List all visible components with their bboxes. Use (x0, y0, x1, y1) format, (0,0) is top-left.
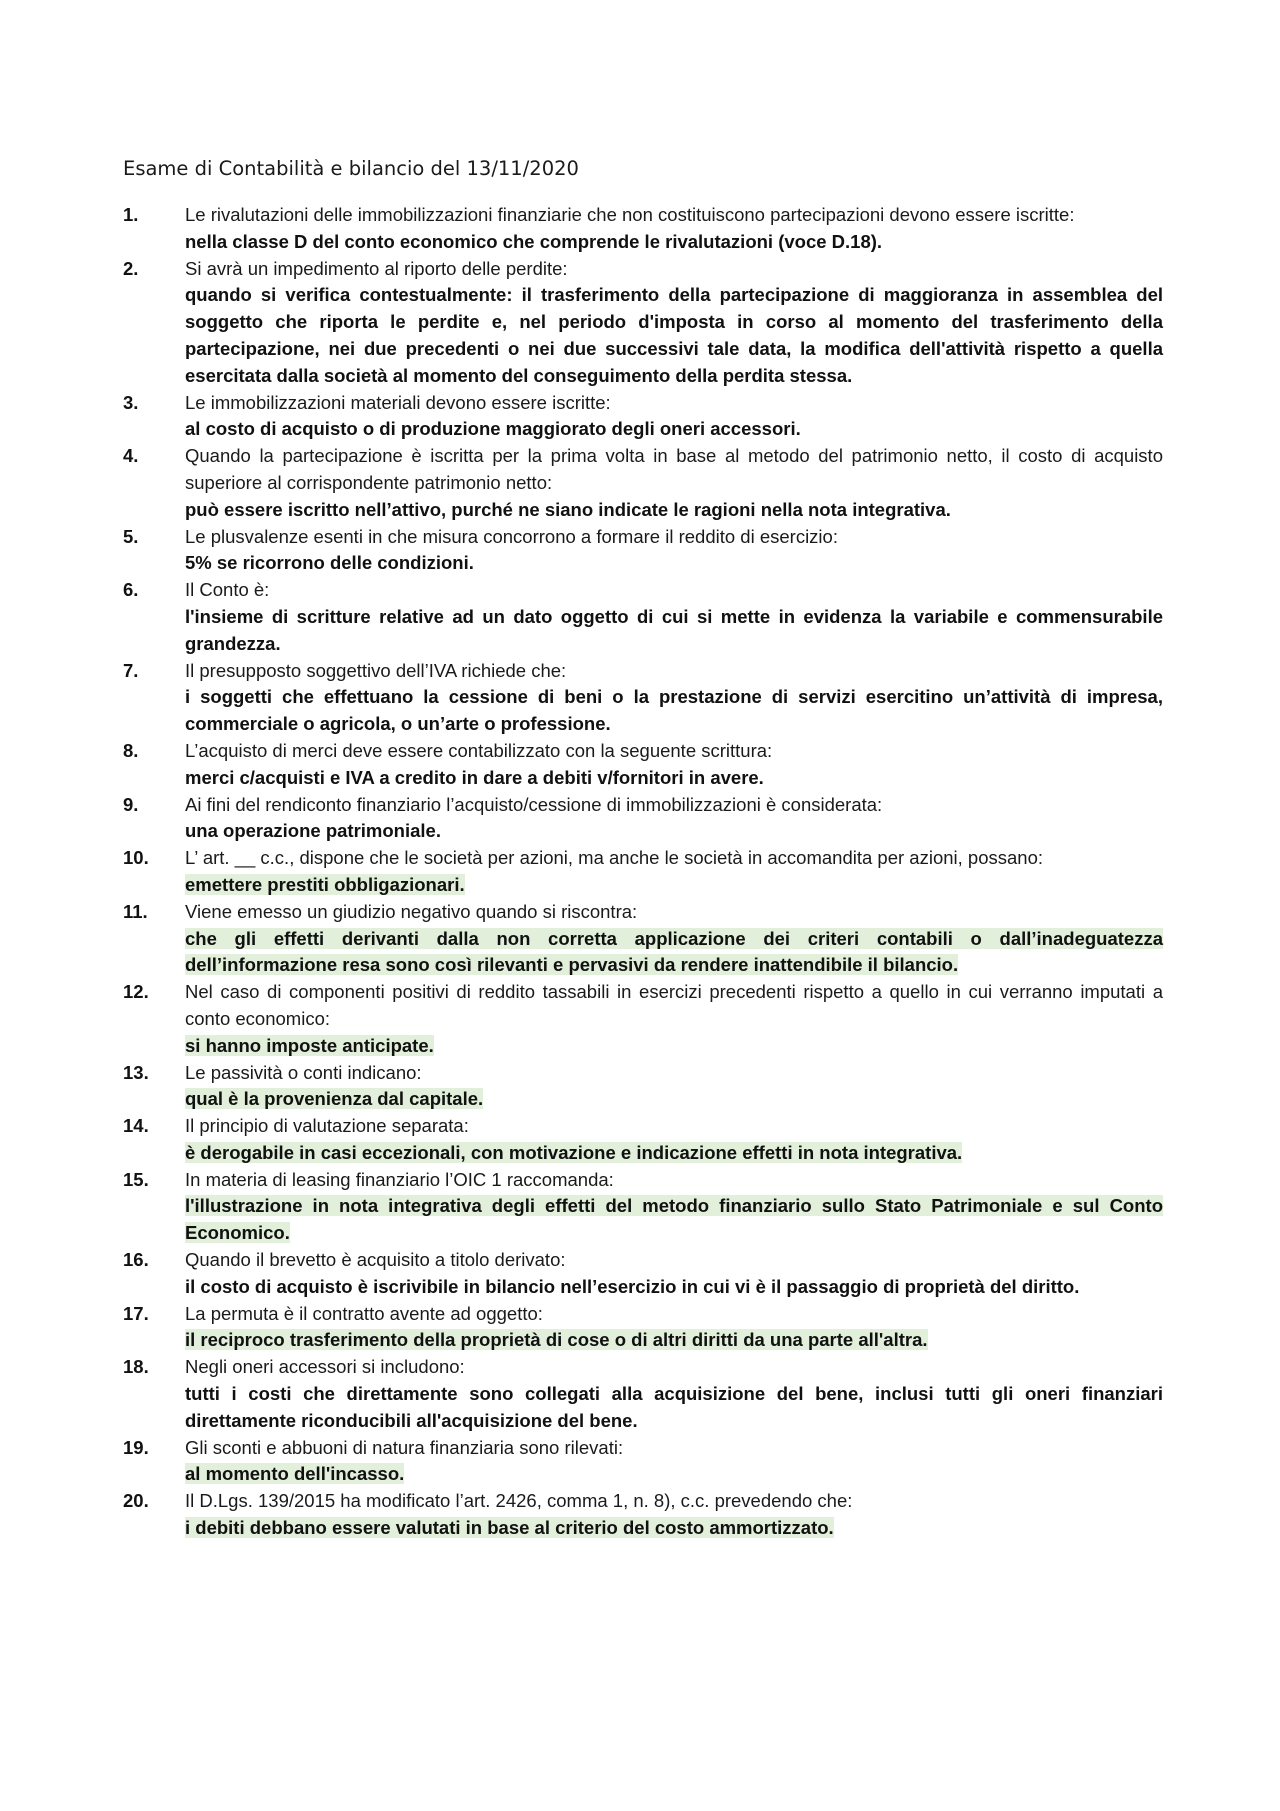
question-body (185, 256, 1163, 390)
answer-text (185, 1140, 1163, 1167)
question-number: 7. (123, 659, 139, 681)
question-body (185, 1113, 1163, 1167)
question-text: L’acquisto di merci deve essere contabilizzato con la seguente scrittura: (185, 739, 773, 761)
question-item (123, 1113, 1163, 1167)
question-item (123, 1247, 1163, 1301)
question-item (123, 1167, 1163, 1247)
question-item (123, 202, 1163, 256)
answer-text (185, 765, 1163, 792)
question-text: Negli oneri accessori si includono: (185, 1356, 465, 1378)
question-number: 3. (123, 391, 139, 413)
question-number: 11. (123, 900, 148, 922)
question-body (185, 792, 1163, 846)
answer-highlighted: si hanno imposte anticipate. (185, 1034, 434, 1056)
question-body (185, 1301, 1163, 1355)
answer-content: al costo di acquisto o di produzione maggiorato degli oneri accessori. (185, 418, 801, 440)
question-text: Il D.Lgs. 139/2015 ha modificato l’art. 2426, comma 1, n. 8), c.c. prevedendo che: (185, 1490, 853, 1512)
question-text: Le plusvalenze esenti in che misura concorrono a formare il reddito di esercizio: (185, 525, 838, 547)
question-body (185, 202, 1163, 256)
question-body (185, 1167, 1163, 1247)
question-body (185, 443, 1163, 523)
answer-content: l'insieme di scritture relative ad un dato oggetto di cui si mette in evidenza la variabile e commensurabile grandezza. (185, 605, 1163, 654)
question-item (123, 792, 1163, 846)
answer-text (185, 497, 1163, 524)
answer-text (185, 1033, 1163, 1060)
answer-content: i soggetti che effettuano la cessione di beni o la prestazione di servizi esercitino un’attività di impresa, commerciale o agricola, o un’arte o professione. (185, 686, 1163, 735)
answer-text (185, 1193, 1163, 1247)
question-item (123, 1301, 1163, 1355)
question-item (123, 845, 1163, 899)
answer-text (185, 282, 1163, 389)
answer-content: nella classe D del conto economico che comprende le rivalutazioni (voce D.18). (185, 230, 883, 252)
answer-content: tutti i costi che direttamente sono collegati alla acquisizione del bene, inclusi tutti gli oneri finanziari direttamente riconducibili all'acquisizione del bene. (185, 1383, 1163, 1431)
answer-text (185, 604, 1163, 658)
question-text: Le rivalutazioni delle immobilizzazioni finanziarie che non costituiscono partecipazioni devono essere iscritte: (185, 204, 1075, 225)
answer-highlighted: è derogabile in casi eccezionali, con motivazione e indicazione effetti in nota integrativa. (185, 1141, 963, 1163)
answer-text (185, 1274, 1163, 1301)
answer-text (185, 416, 1163, 443)
question-number: 12. (123, 981, 149, 1003)
question-body (185, 738, 1163, 792)
question-body (185, 1488, 1163, 1542)
question-number: 8. (123, 739, 139, 761)
question-number: 4. (123, 445, 139, 467)
answer-text (185, 550, 1163, 577)
answer-content: quando si verifica contestualmente: il trasferimento della partecipazione di maggioranza in assemblea del soggetto che riporta le perdite e, nel periodo d'imposta in corso al momento del trasferimento della partecipazione, nei due precedenti o nei due successivi tale data, la modifica dell'attività rispetto a quella esercitata dalla società al momento del conseguimento della perdita stessa. (185, 284, 1163, 386)
answer-text (185, 1327, 1163, 1354)
question-body (185, 899, 1163, 979)
question-item (123, 1354, 1163, 1434)
question-text: Le passività o conti indicano: (185, 1061, 422, 1083)
question-text: L’ art. __ c.c., dispone che le società per azioni, ma anche le società in accomandita per azioni, possano: (185, 847, 1044, 869)
answer-text (185, 229, 1163, 256)
answer-highlighted: emettere prestiti obbligazionari. (185, 873, 465, 895)
question-item (123, 577, 1163, 657)
answer-text (185, 1515, 1163, 1542)
question-text: Ai fini del rendiconto finanziario l’acquisto/cessione di immobilizzazioni è considerata: (185, 793, 883, 815)
question-body (185, 1247, 1163, 1301)
answer-content: una operazione patrimoniale. (185, 820, 441, 842)
question-number: 1. (123, 204, 139, 225)
answer-content: merci c/acquisti e IVA a credito in dare a debiti v/fornitori in avere. (185, 766, 764, 788)
answer-text (185, 818, 1163, 845)
question-number: 18. (123, 1356, 149, 1378)
question-number: 13. (123, 1061, 149, 1083)
question-body (185, 577, 1163, 657)
answer-text (185, 684, 1163, 738)
question-text: In materia di leasing finanziario l’OIC 1 raccomanda: (185, 1168, 614, 1190)
question-number: 10. (123, 847, 149, 869)
answer-highlighted: l'illustrazione in nota integrativa degli effetti del metodo finanziario sullo Stato Patrimoniale e sul Conto Economico. (185, 1195, 1163, 1244)
question-body (185, 390, 1163, 444)
question-list (123, 202, 1163, 1542)
question-item (123, 1060, 1163, 1114)
answer-text (185, 1086, 1163, 1113)
answer-content: il costo di acquisto è iscrivibile in bilancio nell’esercizio in cui vi è il passaggio di proprietà del diritto. (185, 1275, 1080, 1297)
answer-content: può essere iscritto nell’attivo, purché ne siano indicate le ragioni nella nota integrativa. (185, 498, 951, 520)
document-title: Esame di Contabilità e bilancio del 13/11/2020 (123, 157, 579, 180)
question-item (123, 738, 1163, 792)
question-item (123, 1488, 1163, 1542)
question-text: Quando la partecipazione è iscritta per la prima volta in base al metodo del patrimonio netto, il costo di acquisto superiore al corrispondente patrimonio netto: (185, 445, 1163, 493)
question-text: Nel caso di componenti positivi di reddito tassabili in esercizi precedenti rispetto a quello in cui verranno imputati a conto economico: (185, 981, 1163, 1029)
question-number: 17. (123, 1302, 149, 1324)
answer-content: 5% se ricorrono delle condizioni. (185, 552, 474, 574)
question-number: 15. (123, 1168, 149, 1190)
question-number: 20. (123, 1490, 149, 1512)
question-item (123, 979, 1163, 1059)
question-text: Il Conto è: (185, 579, 270, 601)
question-item (123, 524, 1163, 578)
answer-text (185, 926, 1163, 980)
answer-highlighted: che gli effetti derivanti dalla non corretta applicazione dei criteri contabili o dall’inadeguatezza dell’informazione resa sono così rilevanti e pervasivi da rendere inattendibile il bilancio. (185, 927, 1163, 976)
question-text: Si avrà un impedimento al riporto delle perdite: (185, 257, 568, 279)
question-item (123, 899, 1163, 979)
answer-highlighted: al momento dell'incasso. (185, 1463, 405, 1485)
question-text: La permuta è il contratto avente ad oggetto: (185, 1302, 543, 1324)
answer-text (185, 1381, 1163, 1435)
question-body (185, 1435, 1163, 1489)
answer-text (185, 872, 1163, 899)
question-text: Gli sconti e abbuoni di natura finanziaria sono rilevati: (185, 1436, 624, 1458)
answer-highlighted: qual è la provenienza dal capitale. (185, 1088, 484, 1110)
question-body (185, 979, 1163, 1059)
answer-highlighted: i debiti debbano essere valutati in base al criterio del costo ammortizzato. (185, 1517, 834, 1539)
question-text: Il principio di valutazione separata: (185, 1115, 469, 1137)
question-body (185, 1354, 1163, 1434)
question-number: 16. (123, 1249, 149, 1271)
question-item (123, 390, 1163, 444)
question-item (123, 658, 1163, 738)
question-number: 6. (123, 579, 139, 601)
question-body (185, 524, 1163, 578)
question-text: Le immobilizzazioni materiali devono essere iscritte: (185, 391, 611, 413)
answer-highlighted: il reciproco trasferimento della proprietà di cose o di altri diritti da una parte all'altra. (185, 1329, 928, 1351)
question-number: 9. (123, 793, 139, 815)
question-text: Quando il brevetto è acquisito a titolo derivato: (185, 1249, 566, 1271)
question-body (185, 845, 1163, 899)
question-item (123, 443, 1163, 523)
question-number: 2. (123, 257, 139, 279)
question-number: 19. (123, 1436, 149, 1458)
question-number: 5. (123, 525, 139, 547)
question-number: 14. (123, 1115, 149, 1137)
question-body (185, 1060, 1163, 1114)
question-text: Viene emesso un giudizio negativo quando si riscontra: (185, 900, 638, 922)
question-item (123, 1435, 1163, 1489)
question-item (123, 256, 1163, 390)
answer-text (185, 1461, 1163, 1488)
question-text: Il presupposto soggettivo dell’IVA richiede che: (185, 659, 567, 681)
question-body (185, 658, 1163, 738)
